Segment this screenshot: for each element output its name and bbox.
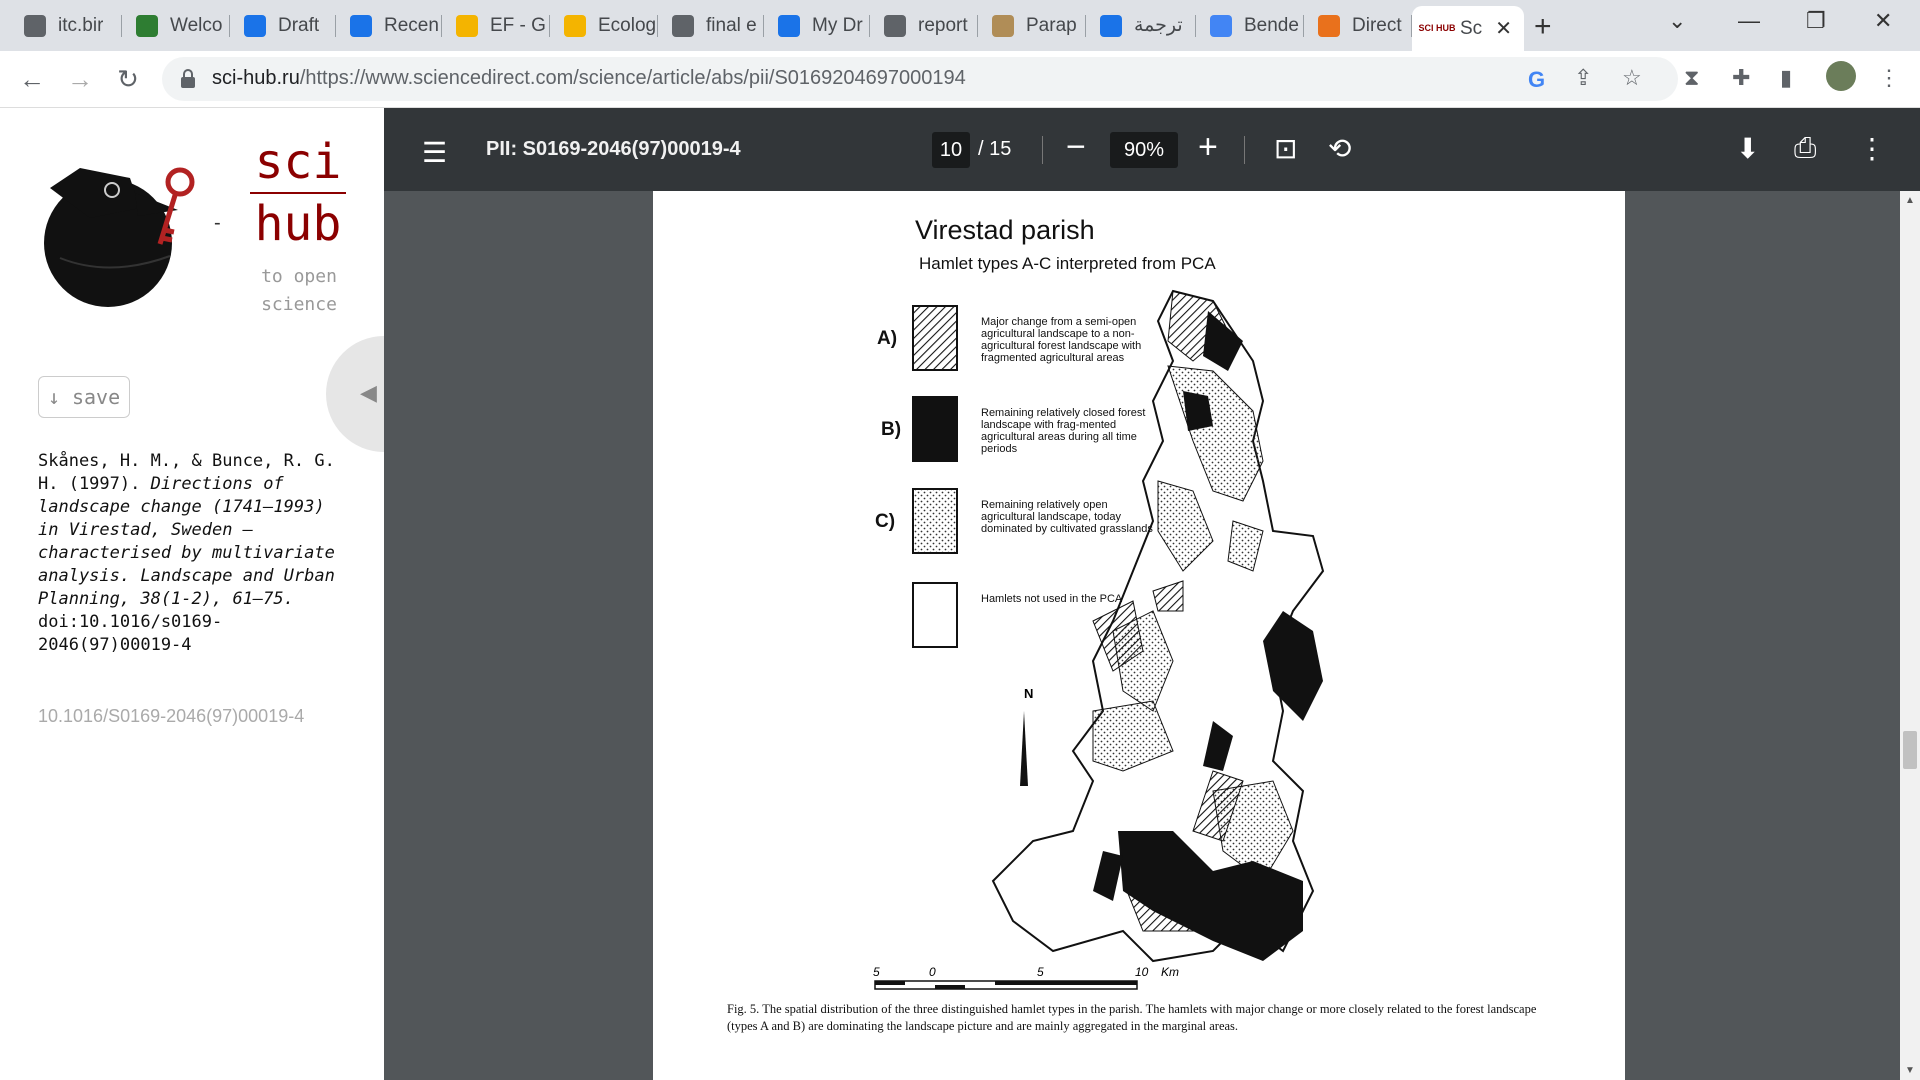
citation [38,450,338,657]
tab-title: Ecolog [598,14,657,36]
print-icon[interactable]: ⎙ [1794,132,1817,163]
zoom-level-input[interactable]: 90% [1110,132,1178,168]
google-icon [1210,15,1232,37]
page-total: / 15 [978,138,1012,160]
browser-tab[interactable] [1086,6,1196,45]
scroll-down-icon[interactable]: ▼ [1905,1065,1915,1076]
tab-title: Direct [1352,14,1402,36]
pdf-scrollbar[interactable] [1900,191,1920,1080]
scihub-icon: SCI HUB [1426,18,1448,40]
scale-label: Km [1161,965,1179,979]
browser-tab[interactable] [122,6,230,45]
profile-avatar[interactable] [1826,61,1856,91]
tab-title: EF - G [490,14,546,36]
legend-label: C) [875,511,896,532]
legend-box-blank [913,583,957,647]
scihub-wordmark [250,134,346,252]
pdf-page [653,191,1625,1080]
tab-title: Parap [1026,14,1077,36]
close-tab-icon[interactable]: ✕ [1495,18,1512,40]
scrollbar-thumb[interactable] [1903,731,1917,769]
browser-toolbar [0,51,1920,108]
browser-tab[interactable] [230,6,336,45]
legend-text: Remaining relatively open agricultural landscape, today dominated by cultivated grasslands [981,499,1153,535]
reload-icon[interactable]: ↻ [117,64,139,94]
browser-tab[interactable] [550,6,658,45]
legend-box-dotted [913,489,957,553]
wordmark-sci: sci [254,134,342,190]
browser-tab[interactable] [1304,6,1412,45]
side-panel-icon[interactable]: ▮ [1780,65,1793,90]
paraphrase-icon [992,15,1014,37]
google-lens-icon[interactable]: G [1528,67,1546,92]
figure-title: Virestad parish [915,215,1095,245]
minimize-icon[interactable]: — [1738,8,1760,33]
legend-text: Major change from a semi-open agricultural landscape to a non-agricultural forest landscape with fragmented agricultural areas [981,316,1142,364]
tab-title: Sc [1460,17,1483,39]
citation-doi: doi:10.1016/s0169-2046(97)00019-4 [38,612,223,655]
elsevier-icon [1318,15,1340,37]
tree-icon [136,15,158,37]
north-arrow-icon [1020,711,1028,786]
browser-tab[interactable] [10,6,122,45]
page-number-input[interactable]: 10 [932,132,970,168]
tab-title: ترجمة [1134,15,1183,36]
rotate-icon[interactable]: ⟲ [1328,133,1352,164]
extension-icon[interactable]: ⧗ [1684,65,1700,90]
tab-search-icon[interactable]: ⌄ [1668,8,1687,33]
url-host: sci-hub.ru [212,67,300,89]
url-path: /https://www.sciencedirect.com/science/article/abs/pii/S0169204697000194 [299,67,966,89]
tab-title: final e [706,14,757,36]
wordmark-hub: hub [254,196,342,252]
lock-icon [180,69,196,89]
citation-authors: Skånes, H. M., & Bunce, R. G. H. (1997). [38,451,335,494]
browser-tab[interactable] [1412,6,1524,51]
pdf-more-icon[interactable]: ⋮ [1858,133,1886,164]
extensions-puzzle-icon[interactable]: ✚ [1732,65,1751,90]
browser-tab[interactable] [870,6,978,45]
legend-text: Hamlets not used in the PCA [981,593,1123,605]
url-text[interactable] [212,67,966,90]
fit-page-icon[interactable]: ⊡ [1274,133,1298,164]
printer-icon [24,15,46,37]
pdf-menu-icon[interactable]: ☰ [422,137,448,168]
pdf-toolbar [384,108,1920,191]
scihub-sidebar [0,108,384,1080]
drive-icon [244,15,266,37]
drive-icon [778,15,800,37]
globe-icon [672,15,694,37]
forward-icon[interactable]: → [67,64,93,94]
collapse-arrow-icon: ◀ [360,380,377,405]
scale-label: 10 [1135,965,1149,979]
tab-title: Recen [384,14,439,36]
toolbar-divider [1042,136,1043,164]
tab-title: Welco [170,14,223,36]
restore-icon[interactable]: ❐ [1806,8,1826,33]
tab-title: My Dr [812,14,863,36]
pdf-viewport[interactable] [384,191,1900,1080]
logo-dash: - [214,212,221,234]
drive-icon [350,15,372,37]
legend-text: Remaining relatively closed forest landscape with frag-mented agricultural areas during all time periods [981,407,1146,455]
slides-icon [564,15,586,37]
browser-tab[interactable] [1196,6,1304,45]
tab-title: itc.bir [58,14,104,36]
browser-tab[interactable] [978,6,1086,45]
zoom-in-button[interactable]: + [1198,128,1218,166]
close-window-icon[interactable]: ✕ [1874,8,1893,33]
scale-label: 0 [929,965,936,979]
address-bar[interactable] [162,57,1678,101]
browser-tab-bar [0,0,1920,51]
figure-subtitle: Hamlet types A-C interpreted from PCA [919,254,1216,273]
wordmark-divider [250,192,346,194]
zoom-out-button[interactable]: − [1066,128,1086,166]
bookmark-star-icon[interactable]: ☆ [1622,65,1642,90]
north-label: N [1024,686,1034,701]
scihub-raven-logo-icon [20,148,200,308]
citation-title: Directions of landscape change (1741–1993) in Virestad, Sweden — characterised by multivariate analysis. [38,474,335,586]
browser-tab[interactable] [442,6,550,45]
share-icon[interactable]: ⇪ [1574,65,1593,90]
citation-journal: Landscape and Urban Planning, 38(1-2), 61–75. [38,566,335,609]
browser-tab[interactable] [658,6,764,45]
scale-label: 5 [873,965,880,979]
new-tab-button[interactable]: + [1534,10,1552,43]
tagline-line-1: to open [261,266,337,287]
tab-title: report [918,14,968,36]
download-icon[interactable]: ⬇ [1736,133,1760,164]
toolbar-divider [1244,136,1245,164]
scale-label: 5 [1037,965,1044,979]
browser-tab[interactable] [764,6,870,45]
pdf-title: PII: S0169-2046(97)00019-4 [486,138,741,160]
legend-label: B) [881,419,902,440]
tab-title: Bende [1244,14,1299,36]
slides-icon [456,15,478,37]
doi-link[interactable]: 10.1016/S0169-2046(97)00019-4 [38,706,305,726]
save-label: ↓ save [47,385,121,409]
legend-box-solid [913,397,957,461]
back-icon[interactable]: ← [19,64,45,94]
tab-title: Draft [278,14,320,36]
scroll-up-icon[interactable]: ▲ [1905,195,1915,206]
browser-tab[interactable] [336,6,442,45]
globe-icon [884,15,906,37]
legend-box-hatched [913,306,957,370]
tagline-line-2: science [261,294,337,315]
save-button[interactable] [38,376,130,418]
chrome-menu-icon[interactable]: ⋮ [1878,65,1900,90]
translate-icon [1100,15,1122,37]
legend-label: A) [877,328,898,349]
tagline [252,263,346,319]
figure-caption: Fig. 5. The spatial distribution of the three distinguished hamlet types in the parish. The hamlets with major change or more closely related to the forest landscape (types A and B) are dominating the landscape picture and are mainly aggregated in the marginal areas. [727,1002,1537,1033]
